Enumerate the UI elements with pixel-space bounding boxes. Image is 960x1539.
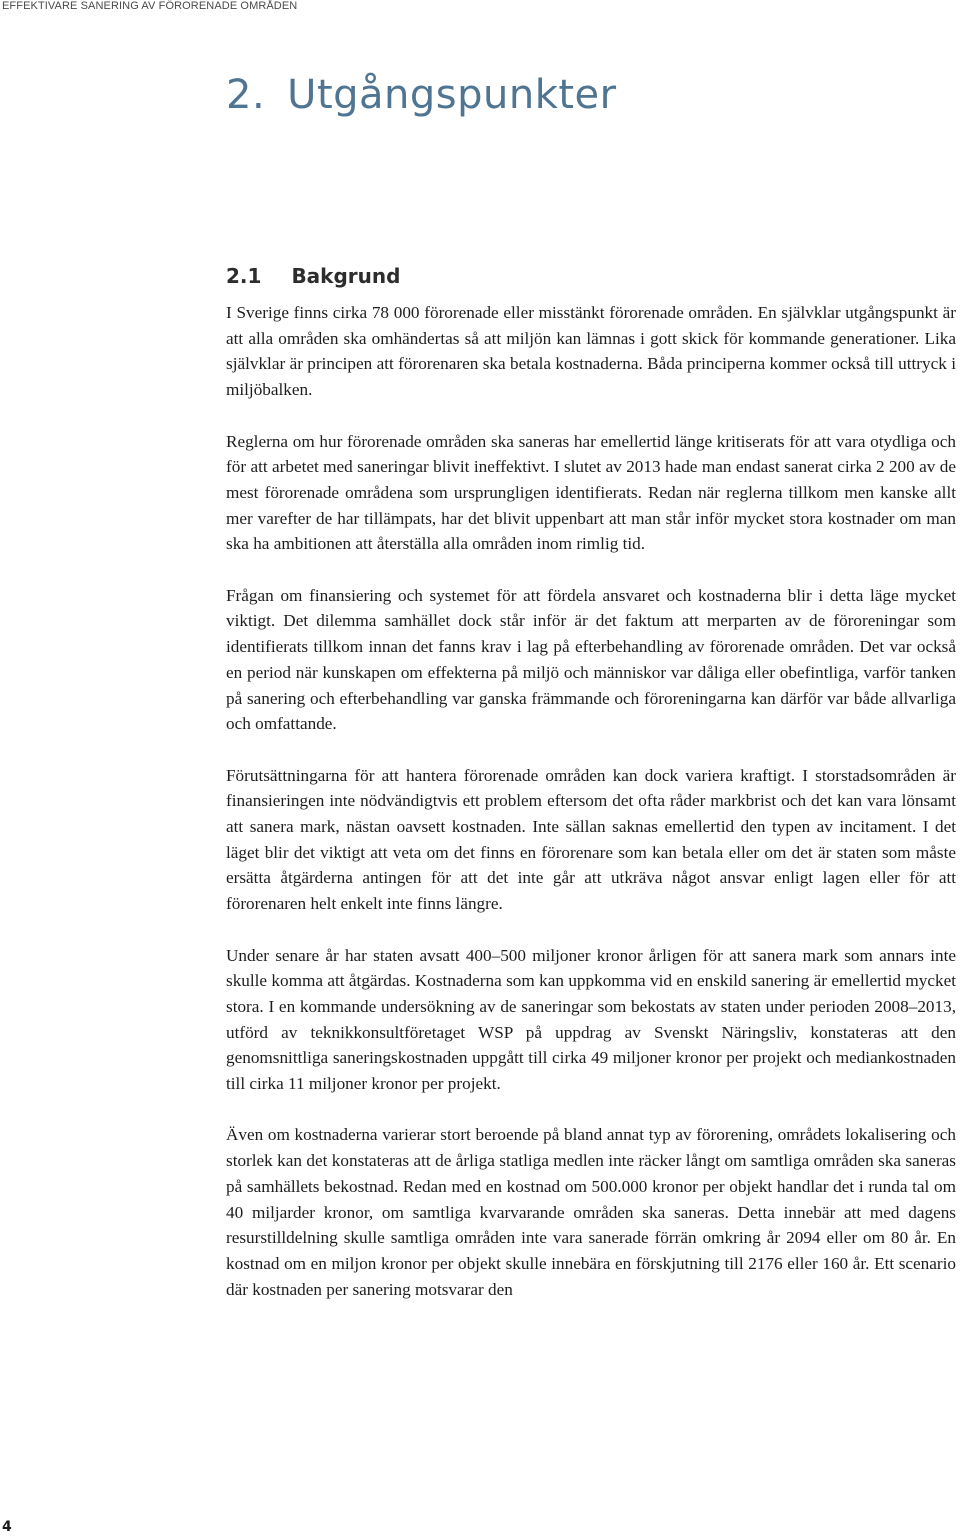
paragraph: Frågan om finansiering och systemet för att fördela ansvaret och kostnaderna blir i detta läge mycket viktigt. Det dilemma samhället dock står inför är det faktum att merparten av de föroreningar som identifierats tillkom innan det fanns krav i lag på efterbehandling av förorenade områden. Det var också en period när kunskapen om effekterna på miljö och människor var dåliga eller obefintliga, varför tanken på sanering och efterbehandling var ganska främmande och föroreningarna kan därför var både allvarliga och omfattande. (226, 585, 956, 734)
running-header: EFFEKTIVARE SANERING AV FÖRORENADE OMRÅDEN (2, 0, 298, 12)
section-title-text: Bakgrund (291, 264, 401, 288)
chapter-title (226, 72, 617, 118)
section-number: 2.1 (226, 264, 262, 288)
chapter-number: 2. (226, 72, 266, 118)
paragraph: Förutsättningarna för att hantera förorenade områden kan dock variera kraftigt. I storstadsområden är finansieringen inte nödvändigtvis ett problem eftersom det ofta råder markbrist och det kan vara lönsamt att sanera mark, nästan oavsett kostnaden. Inte sällan saknas emellertid den typen av incitament. I det läget blir det viktigt att veta om det finns en förorenare som kan betala eller om det är staten som måste ersätta åtgärderna antingen för att det inte går att utkräva något ansvar enligt lagen eller för att förorenaren helt enkelt inte finns längre. (226, 765, 956, 914)
chapter-title-text: Utgångspunkter (287, 72, 617, 118)
body-text (226, 300, 956, 1302)
paragraph: I Sverige finns cirka 78 000 förorenade eller misstänkt förorenade områden. En självklar utgångspunkt är att alla områden ska omhändertas så att miljön kan lämnas i gott skick för kommande generationer. Lika självklar är principen att förorenaren ska betala kostnaderna. Båda principerna kommer också till uttryck i miljöbalken. (226, 303, 956, 400)
page-number: 4 (2, 1519, 12, 1535)
section-heading (226, 264, 400, 288)
paragraph: Under senare år har staten avsatt 400–500 miljoner kronor årligen för att sanera mark som annars inte skulle komma att åtgärdas. Kostnaderna som kan uppkomma vid en enskild sanering är emellertid mycket stora. I en kommande undersökning av de saneringar som bekostats av staten under perioden 2008–2013, utförd av teknikkonsultföretaget WSP på uppdrag av Svenskt Näringsliv, konstateras att den genomsnittliga saneringskostnaden uppgått till cirka 49 miljoner kronor per projekt och mediankostnaden till cirka 11 miljoner kronor per projekt. (226, 945, 956, 1094)
paragraph: Även om kostnaderna varierar stort beroende på bland annat typ av förorening, områdets lokalisering och storlek kan det konstateras att de årliga statliga medlen inte räcker långt om samtliga områden ska saneras på samhällets bekostnad. Redan med en kostnad om 500.000 kronor per objekt handlar det i runda tal om 40 miljarder kronor, om samtliga kvarvarande områden ska saneras. Detta innebär att med dagens resurstilldelning skulle samtliga områden inte vara sanerade förrän omkring år 2094 eller om 80 år. En kostnad om en miljon kronor per objekt skulle innebära en förskjutning till 2176 eller 160 år. Ett scenario där kostnaden per sanering motsvarar den (226, 1125, 956, 1299)
paragraph: Reglerna om hur förorenade områden ska saneras har emellertid länge kritiserats för att vara otydliga och för att arbetet med saneringar blivit ineffektivt. I slutet av 2013 hade man endast sanerat cirka 2 200 av de mest förorenade områdena som ursprungligen identifierats. Redan när reglerna tillkom men kanske allt mer varefter de har tillämpats, har det blivit uppenbart att man står inför mycket stora kostnader om man ska ha ambitionen att återställa alla områden inom rimlig tid. (226, 431, 956, 554)
